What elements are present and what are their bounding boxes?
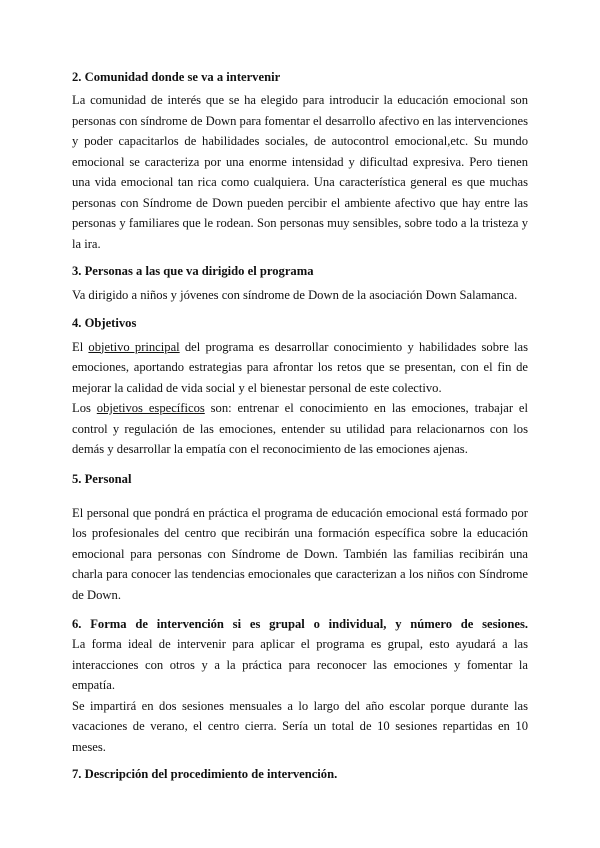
section-3-heading: 3. Personas a las que va dirigido el programa bbox=[72, 264, 314, 278]
section-4-p1-post: del programa es desarrollar conocimiento y habilidades sobre las emociones, aportando estrategias para afrontar los retos que se presentan, con el fin de mejorar la calidad de vida social y el bienestar personal de este colectivo. bbox=[72, 339, 528, 395]
section-2-heading: 2. Comunidad donde se va a intervenir bbox=[72, 70, 281, 84]
section-2-body: La comunidad de interés que se ha elegido para introducir la educación emocional son personas con síndrome de Down para fomentar el desarrollo afectivo en las intervenciones y poder capacitarlos de habilidades sociales, de autocontrol emocional,etc. Su mundo emocional se caracteriza por una enorme intensidad y dificultad expresiva. Pero tienen una vida emocional tan rica como cualquiera. Una característica general es que muchas personas con Síndrome de Down pueden percibir el ambiente afectivo que hay entre las personas y familiares que le rodean. Son personas muy sensibles, sobre todo a la tristeza y la ira. bbox=[72, 93, 529, 251]
section-6-heading: 6. Forma de intervención si es grupal o individual, y número de sesiones. bbox=[72, 617, 528, 631]
section-4-p2-post: son: entrenar el conocimiento en las emociones, trabajar el control y regulación de las emociones, entender su utilidad para relacionarnos con los demás y desarrollar la empatía con el reconocimiento de las emociones ajenas. bbox=[72, 401, 528, 456]
section-6-body-2: Se impartirá en dos sesiones mensuales a lo largo del año escolar porque durante las vacaciones de verano, el centro cierra. Sería un total de 10 sesiones repartidas en 10 meses. bbox=[72, 698, 528, 754]
objetivos-especificos-term: objetivos específicos bbox=[96, 401, 205, 415]
section-5-body: El personal que pondrá en práctica el programa de educación emocional está formado por los profesionales del centro que recibirán una formación específica sobre la educación emocional para personas con Síndrome de Down. También las familias recibirán una charla para conocer las tendencias emocionales que caracterizan a los niños con Síndrome de Down. bbox=[72, 505, 528, 602]
objetivo-principal-term: objetivo principal bbox=[88, 339, 180, 354]
section-4-p1-pre: El bbox=[72, 339, 89, 354]
section-4-p2-pre: Los bbox=[72, 401, 97, 415]
section-7-heading: 7. Descripción del procedimiento de intervención. bbox=[72, 767, 338, 781]
section-4-heading: 4. Objetivos bbox=[72, 315, 137, 330]
section-6-body-1: La forma ideal de intervenir para aplicar el programa es grupal, esto ayudará a las interacciones con otros y a la práctica para reconocer las emociones y fomentar la empatía. bbox=[72, 637, 528, 692]
section-4-paragraph-1 bbox=[72, 337, 528, 399]
section-4-paragraph-2 bbox=[72, 398, 528, 460]
section-3-body: Va dirigido a niños y jóvenes con síndrome de Down de la asociación Down Salamanca. bbox=[72, 288, 518, 302]
section-5-heading: 5. Personal bbox=[72, 471, 132, 486]
